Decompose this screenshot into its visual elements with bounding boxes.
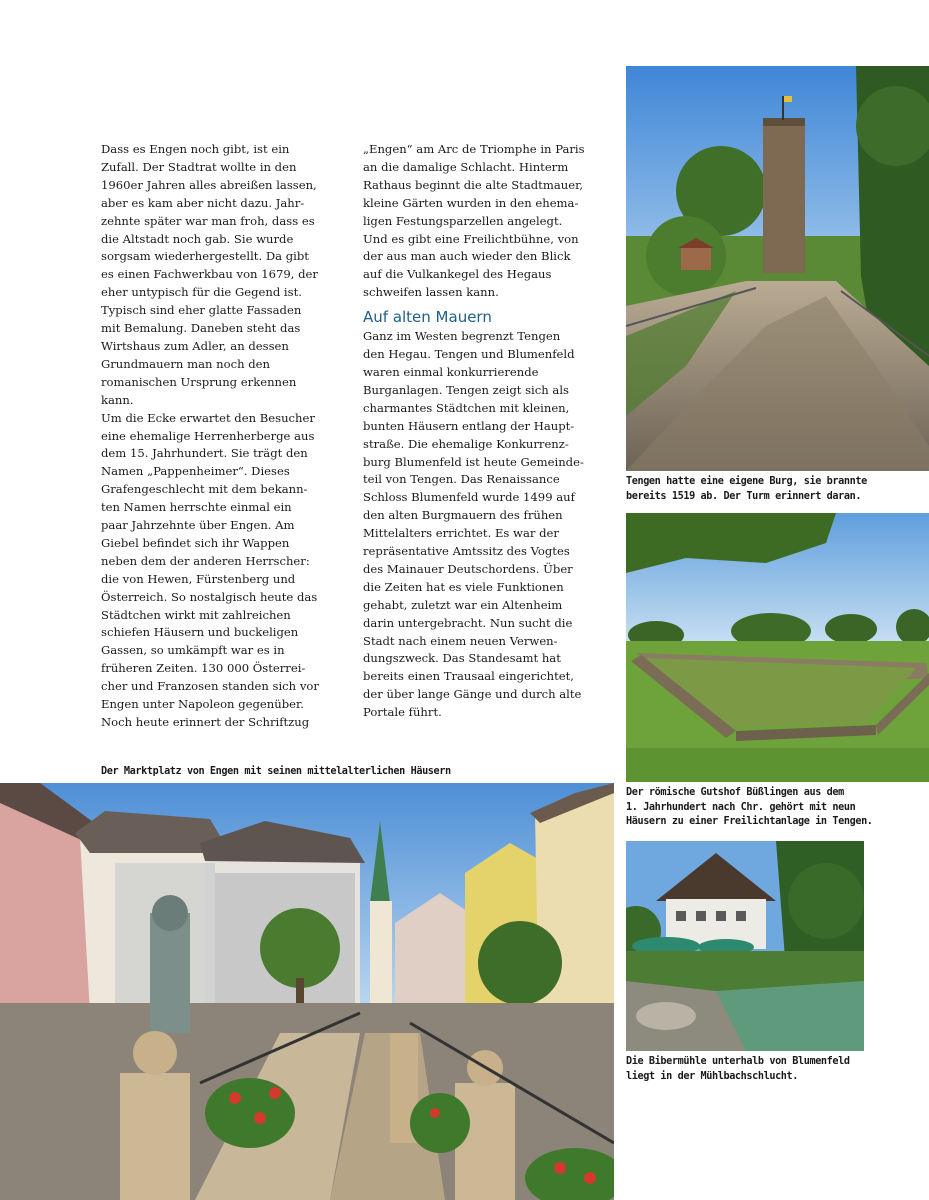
text-line: die von Hewen, Fürstenberg und: [101, 571, 296, 586]
text-line: dem 15. Jahrhundert. Sie trägt den: [101, 446, 308, 461]
text-line: Schloss Blumenfeld wurde 1499 auf: [363, 490, 575, 505]
text-line: paar Jahrzehnte über Engen. Am: [101, 518, 295, 533]
text-line: bereits einen Trausaal eingerichtet,: [363, 669, 574, 684]
text-line: des Mainauer Deutschordens. Über: [363, 561, 573, 576]
text-line: an die damalige Schlacht. Hinterm: [363, 159, 569, 174]
text-line: gehabt, zuletzt war ein Altenheim: [363, 597, 563, 612]
text-line: Noch heute erinnert der Schriftzug: [101, 715, 310, 729]
caption-line: Der Marktplatz von Engen mit seinen mittelalterlichen Häusern: [101, 766, 451, 777]
caption-tengen-tower: [626, 475, 867, 504]
text-line: mit Bemalung. Daneben steht das: [101, 321, 301, 336]
text-line: Wirtshaus zum Adler, an dessen: [101, 338, 289, 353]
text-line: Rathaus beginnt die alte Stadtmauer,: [363, 177, 584, 192]
text-line: Um die Ecke erwartet den Besucher: [101, 410, 315, 425]
column-right-body: [363, 328, 585, 722]
text-line: kann.: [101, 392, 134, 407]
caption-roman-villa: [626, 786, 873, 830]
text-line: Dass es Engen noch gibt, ist ein: [101, 142, 290, 156]
text-line: bunten Häusern entlang der Haupt-: [363, 418, 575, 433]
text-line: kleine Gärten wurden in den ehema-: [363, 195, 579, 210]
text-line: Und es gibt eine Freilichtbühne, von: [363, 231, 579, 246]
text-line: Städtchen wirkt mit zahlreichen: [101, 607, 291, 622]
text-line: auf die Vulkankegel des Hegaus: [363, 267, 552, 282]
caption-line: liegt in der Mühlbachschlucht.: [626, 1070, 799, 1082]
caption-line: bereits 1519 ab. Der Turm erinnert daran.: [626, 490, 862, 502]
caption-bibermuehle: [626, 1055, 850, 1084]
text-line: Österreich. So nostalgisch heute das: [101, 589, 318, 604]
text-line: Engen unter Napoleon gegenüber.: [101, 697, 304, 712]
text-line: charmantes Städtchen mit kleinen,: [363, 400, 570, 415]
text-line: Namen „Pappenheimer“. Dieses: [101, 464, 290, 479]
text-line: Stadt nach einem neuen Verwen-: [363, 633, 558, 648]
caption-line: Die Bibermühle unterhalb von Blumenfeld: [626, 1056, 850, 1067]
caption-line: Häusern zu einer Freilichtanlage in Tengen.: [626, 816, 873, 827]
text-line: straße. Die ehemalige Konkurrenz-: [363, 436, 569, 451]
text-line: die Altstadt noch gab. Sie wurde: [101, 231, 294, 246]
text-line: den Hegau. Tengen und Blumenfeld: [363, 347, 575, 362]
text-line: ligen Festungsparzellen angelegt.: [363, 213, 563, 228]
text-line: Typisch sind eher glatte Fassaden: [101, 303, 302, 318]
text-line: Grundmauern man noch den: [101, 356, 270, 371]
text-line: „Engen“ am Arc de Triomphe in Paris: [363, 142, 585, 156]
caption-line: Tengen hatte eine eigene Burg, sie brannte: [626, 476, 867, 487]
article-column-right: [363, 141, 585, 722]
photo-bibermuehle: [626, 841, 864, 1051]
text-line: waren einmal konkurrierende: [363, 364, 539, 379]
text-line: schiefen Häusern und buckeligen: [101, 625, 299, 640]
text-line: es einen Fachwerkbau von 1679, der: [101, 267, 318, 282]
photo-tengen-tower: [626, 66, 929, 471]
text-line: die Zeiten hat es viele Funktionen: [363, 579, 564, 594]
section-heading: Auf alten Mauern: [363, 308, 492, 327]
text-line: der aus man auch wieder den Blick: [363, 249, 571, 264]
text-line: Burganlagen. Tengen zeigt sich als: [363, 382, 569, 397]
photo-marktplatz-engen: [0, 783, 614, 1200]
text-line: den alten Burgmauern des frühen: [363, 508, 563, 523]
caption-line: Der römische Gutshof Büßlingen aus dem: [626, 787, 844, 798]
text-line: Giebel befindet sich ihr Wappen: [101, 535, 290, 550]
text-line: früheren Zeiten. 130 000 Österrei-: [101, 661, 306, 676]
text-line: neben dem der anderen Herrscher:: [101, 553, 310, 568]
text-line: burg Blumenfeld ist heute Gemeinde-: [363, 454, 584, 469]
text-line: zehnte später war man froh, dass es: [101, 213, 315, 228]
caption-marktplatz: [101, 765, 451, 780]
article-column-left: [101, 141, 319, 732]
text-line: teil von Tengen. Das Renaissance: [363, 472, 560, 487]
text-line: eher untypisch für die Gegend ist.: [101, 285, 302, 300]
column-right-intro: [363, 141, 585, 302]
text-line: cher und Franzosen standen sich vor: [101, 679, 319, 694]
text-line: repräsentative Amtssitz des Vogtes: [363, 544, 570, 559]
text-line: Ganz im Westen begrenzt Tengen: [363, 329, 561, 344]
text-line: 1960er Jahren alles abreißen lassen,: [101, 177, 317, 192]
text-line: eine ehemalige Herrenherberge aus: [101, 428, 315, 443]
text-line: dungszweck. Das Standesamt hat: [363, 651, 561, 666]
text-line: romanischen Ursprung erkennen: [101, 374, 297, 389]
text-line: Grafengeschlecht mit dem bekann-: [101, 482, 308, 497]
text-line: sorgsam wiederhergestellt. Da gibt: [101, 249, 309, 264]
text-line: ten Namen herrschte einmal ein: [101, 500, 292, 515]
text-line: Mittelalters errichtet. Es war der: [363, 526, 559, 541]
caption-line: 1. Jahrhundert nach Chr. gehört mit neun: [626, 801, 856, 813]
text-line: darin untergebracht. Nun sucht die: [363, 615, 573, 630]
text-line: aber es kam aber nicht dazu. Jahr-: [101, 195, 305, 210]
text-line: schweifen lassen kann.: [363, 285, 499, 300]
photo-roman-villa-ruins: [626, 513, 929, 782]
text-line: der über lange Gänge und durch alte: [363, 687, 582, 702]
text-line: Gassen, so umkämpft war es in: [101, 643, 285, 658]
text-line: Portale führt.: [363, 705, 442, 720]
text-line: Zufall. Der Stadtrat wollte in den: [101, 159, 297, 174]
